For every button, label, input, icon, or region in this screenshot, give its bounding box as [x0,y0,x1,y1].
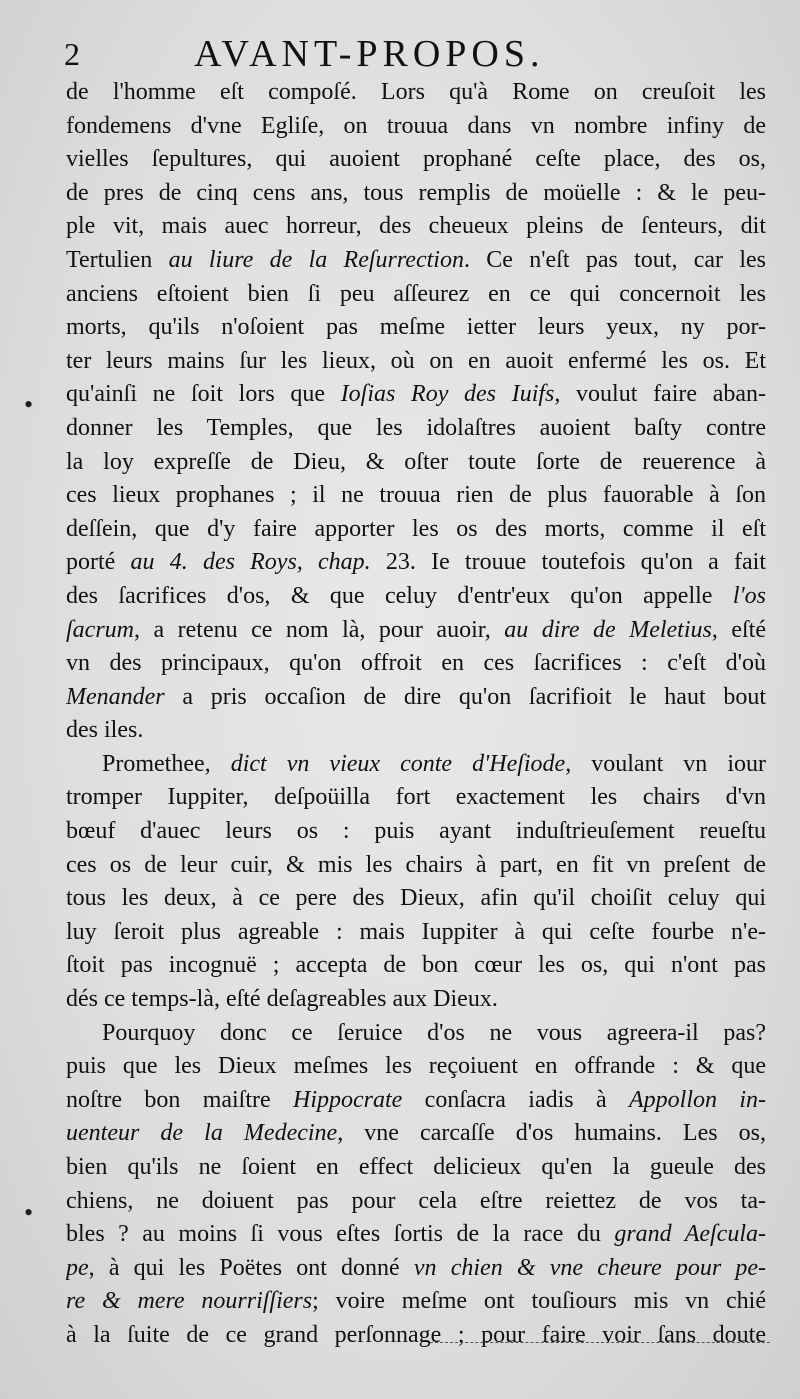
italic-text: l'os [732,582,766,609]
text-run: conſacra iadis à [402,1086,629,1113]
text-run: , a retenu ce nom là, pour auoir, [134,616,505,643]
text-line [66,681,766,715]
text-run: Promethee, [102,750,231,777]
text-line [66,1050,766,1084]
italic-text: Appollon in- [629,1086,766,1113]
text-line [66,1151,766,1185]
text-line [66,76,766,110]
text-line [66,1117,766,1151]
text-line [66,983,766,1017]
text-run: , eſté [711,616,766,643]
italic-text: vn chien & vne cheure pour pe- [413,1254,766,1281]
text-line [66,244,766,278]
text-run: , à qui les Poëtes ont donné [88,1254,414,1281]
text-line [66,882,766,916]
margin-mark: • [24,1198,34,1227]
italic-text: ſacrum [66,616,134,643]
text-run: , voulant vn iour [565,750,766,777]
text-run: , voulut faire aban- [554,381,766,408]
text-run: de pres de cinq cens ans, tous remplis de moüelle : & le peu- [66,179,766,206]
text-run: bœuf d'auec leurs os : puis ayant induſtrieuſement reueſtu [66,818,766,845]
text-line [66,1084,766,1118]
text-run: donner les Temples, que les idolaſtres auoient baſty contre [66,414,766,441]
text-run: tous les deux, à ce pere des Dieux, afin qu'il choiſit celuy qui [66,885,766,912]
italic-text: Hippocrate [293,1086,403,1113]
text-line [66,849,766,883]
text-run: vielles ſepultures, qui auoient prophané ceſte place, des os, [66,146,766,173]
text-line [66,1285,766,1319]
text-run: , vne carcaſſe d'os humains. Les os, [337,1120,766,1147]
text-run: de l'homme eſt compoſé. Lors qu'à Rome on creuſoit les [66,79,766,105]
text-run: anciens eſtoient bien ſi peu aſſeurez en ce qui concernoit les [66,280,766,307]
text-line [66,815,766,849]
text-line [66,143,766,177]
margin-mark: • [24,390,34,419]
text-line [66,714,766,748]
text-run: morts, qu'ils n'oſoient pas meſme ietter leurs yeux, ny por- [66,314,766,341]
italic-text: au dire de Meletius [504,616,712,643]
italic-text: pe [66,1254,89,1281]
text-line [66,210,766,244]
text-line [66,546,766,580]
text-line [66,110,766,144]
text-run: ſtoit pas incognuë ; accepta de bon cœur les os, qui n'ont pas [66,952,766,979]
text-run: à la ſuite de ce grand perſonnage ; pour faire voir ſans doute [66,1321,766,1348]
text-line [66,1218,766,1252]
text-run: Pourquoy donc ce ſeruice d'os ne vous agreera-il pas? [102,1019,766,1046]
text-run: porté [66,549,131,576]
text-run: vn des principaux, qu'on offroit en ces ſacrifices : c'eſt d'où [66,650,766,677]
text-run: puis que les Dieux meſmes les reçoiuent en offrande : & que [66,1053,766,1080]
page-header [64,30,760,74]
text-line [66,781,766,815]
page-number: 2 [64,36,80,72]
text-run: qu'ainſi ne ſoit lors que [66,381,341,408]
text-line [66,1252,766,1286]
text-run: ; voire meſme ont touſiours mis vn chié [312,1288,766,1315]
italic-text: uenteur de la Medecine [66,1120,338,1147]
text-line [66,412,766,446]
text-run: 23. Ie trouue toutefois qu'on a fait [370,549,766,576]
body-text [66,76,766,1353]
text-run: Tertulien [66,246,169,273]
text-line [66,614,766,648]
text-run: des ſacrifices d'os, & que celuy d'entr'eux qu'on appelle [66,582,733,609]
text-line [66,177,766,211]
text-run: des iles. [66,717,144,744]
text-line [66,949,766,983]
text-run: chiens, ne doiuent pas pour cela eſtre reiettez de vos ta- [66,1187,766,1214]
text-line [66,647,766,681]
italic-text: au liure de la Reſurrection [168,246,464,273]
text-line [66,479,766,513]
text-run: dés ce temps-là, eſté deſagreables aux Dieux. [66,986,498,1013]
text-line [66,446,766,480]
text-run: bles ? au moins ſi vous eſtes ſortis de la race du [66,1221,615,1248]
text-run: ces os de leur cuir, & mis les chairs à part, en fit vn preſent de [66,851,766,878]
text-run: a pris occaſion de dire qu'on ſacrifioit le haut bout [164,683,766,710]
text-run: tromper Iuppiter, deſpoüilla fort exactement les chairs d'vn [66,784,766,811]
text-run: ple vit, mais auec horreur, des cheueux pleins de ſenteurs, dit [66,213,766,240]
running-title: AVANT-PROPOS. [194,33,545,75]
text-line [66,378,766,412]
italic-text: re & mere nourriſſiers [66,1288,313,1315]
italic-text: dict vn vieux conte d'Heſiode [230,750,566,777]
italic-text: Menander [66,683,165,710]
text-line [66,580,766,614]
text-line [66,513,766,547]
text-run: deſſein, que d'y faire apporter les os des morts, comme il eſt [66,515,766,542]
bottom-rule [430,1342,770,1343]
text-run: ces lieux prophanes ; il ne trouua rien de plus fauorable à ſon [66,482,766,509]
text-run: fondemens d'vne Egliſe, on trouua dans vn nombre infiny de [66,112,766,139]
text-line [66,311,766,345]
text-run: noſtre bon maiſtre [66,1086,294,1113]
text-line [66,1185,766,1219]
text-line [66,1319,766,1353]
text-run: luy ſeroit plus agreable : mais Iuppiter à qui ceſte fourbe n'e- [66,918,766,945]
text-run: la loy expreſſe de Dieu, & oſter toute ſorte de reuerence à [66,448,766,475]
text-line [66,1017,766,1051]
text-line [66,748,766,782]
italic-text: grand Aeſcula- [614,1221,766,1248]
text-line [66,916,766,950]
text-run: ter leurs mains ſur les lieux, où on en auoit enfermé les os. Et [66,347,766,374]
text-line [66,278,766,312]
italic-text: Ioſias Roy des Iuifs [340,381,555,408]
text-run: . Ce n'eſt pas tout, car les [463,246,766,273]
text-line [66,345,766,379]
italic-text: au 4. des Roys, chap. [130,549,371,576]
text-run: bien qu'ils ne ſoient en effect delicieux qu'en la gueule des [66,1154,766,1180]
